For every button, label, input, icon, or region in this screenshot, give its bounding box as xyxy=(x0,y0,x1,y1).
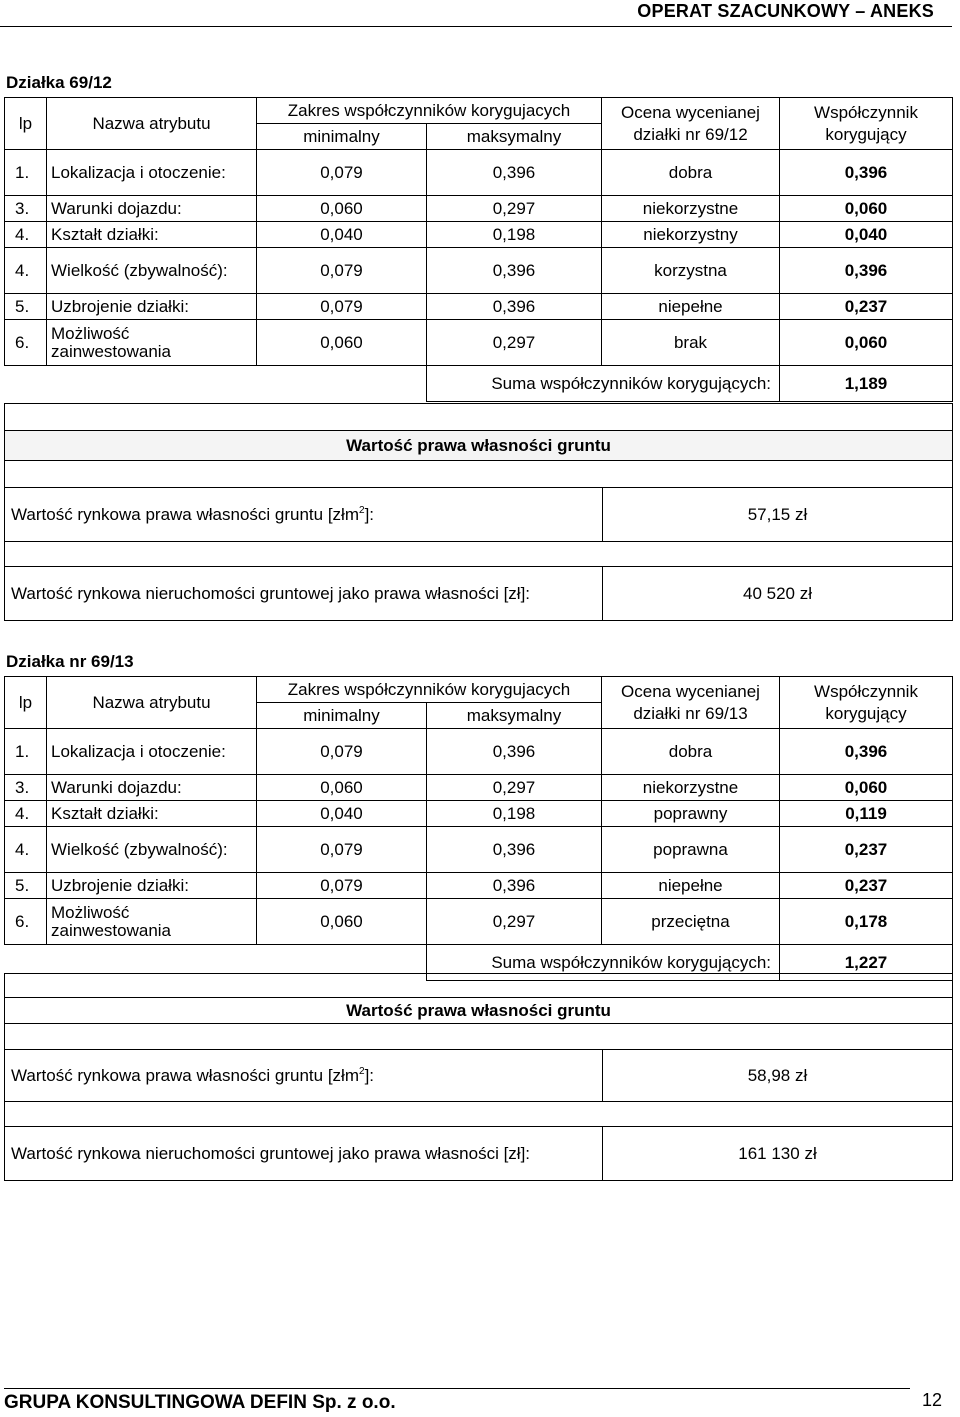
table-row xyxy=(5,873,953,899)
col-header-range: Zakres współczynników korygujacych xyxy=(257,98,602,124)
row-rating: korzystna xyxy=(602,248,780,294)
row-coef: 0,237 xyxy=(780,873,953,899)
row-min: 0,040 xyxy=(257,801,427,827)
col-header-coef-line1: Współczynnik xyxy=(814,681,918,701)
row-name: Lokalizacja i otoczenie: xyxy=(47,150,257,196)
row-rating: niepełne xyxy=(602,873,780,899)
row-min: 0,079 xyxy=(257,729,427,775)
row-name: Możliwość zainwestowania xyxy=(47,899,257,945)
row-lp: 3. xyxy=(5,196,47,222)
row-min: 0,040 xyxy=(257,222,427,248)
row-rating: przeciętna xyxy=(602,899,780,945)
row-lp: 6. xyxy=(5,320,47,366)
company-name: GRUPA KONSULTINGOWA DEFIN Sp. z o.o. xyxy=(4,1392,396,1413)
col-header-rating xyxy=(602,98,780,150)
row-name: Uzbrojenie działki: xyxy=(47,294,257,320)
row-max: 0,396 xyxy=(427,729,602,775)
row-lp: 1. xyxy=(5,150,47,196)
table-row xyxy=(5,150,953,196)
row-rating: dobra xyxy=(602,729,780,775)
row-rating: dobra xyxy=(602,150,780,196)
section-heading: Wartość prawa własności gruntu xyxy=(5,998,953,1024)
row-max: 0,297 xyxy=(427,899,602,945)
row-max: 0,198 xyxy=(427,801,602,827)
row-coef: 0,396 xyxy=(780,150,953,196)
parcel-title: Działka nr 69/13 xyxy=(6,652,134,671)
table-row xyxy=(5,899,953,945)
row-coef: 0,396 xyxy=(780,729,953,775)
col-header-rating-line1: Ocena wycenianej xyxy=(621,102,760,122)
table-row xyxy=(5,320,953,366)
table-row xyxy=(5,775,953,801)
row-min: 0,079 xyxy=(257,873,427,899)
col-header-rating xyxy=(602,677,780,729)
row-min: 0,060 xyxy=(257,775,427,801)
document-title: OPERAT SZACUNKOWY – ANEKS xyxy=(637,1,934,21)
row-name: Możliwość zainwestowania xyxy=(47,320,257,366)
footer-rule xyxy=(4,1388,910,1389)
sum-value: 1,227 xyxy=(780,945,953,981)
attributes-table xyxy=(4,97,953,402)
col-header-coef-line2: korygujący xyxy=(825,124,907,144)
row-coef: 0,119 xyxy=(780,801,953,827)
row-name: Warunki dojazdu: xyxy=(47,196,257,222)
col-header-min: minimalny xyxy=(257,124,427,150)
row-max: 0,396 xyxy=(427,827,602,873)
col-header-coef-line1: Współczynnik xyxy=(814,102,918,122)
col-header-coef xyxy=(780,98,953,150)
col-header-rating-line2: działki nr 69/13 xyxy=(633,703,748,723)
attributes-table xyxy=(4,676,953,981)
col-header-rating-line2: działki nr 69/12 xyxy=(633,124,748,144)
row-coef: 0,237 xyxy=(780,827,953,873)
row-min: 0,060 xyxy=(257,899,427,945)
row-min: 0,079 xyxy=(257,294,427,320)
total-value-label: Wartość rynkowa nieruchomości gruntowej jako prawa własności [zł]: xyxy=(5,567,603,621)
total-value: 161 130 zł xyxy=(603,1127,953,1181)
col-header-name: Nazwa atrybutu xyxy=(47,677,257,729)
table-row xyxy=(5,801,953,827)
row-lp: 3. xyxy=(5,775,47,801)
row-name: Kształt działki: xyxy=(47,222,257,248)
row-name: Wielkość (zbywalność): xyxy=(47,248,257,294)
col-header-coef-line2: korygujący xyxy=(825,703,907,723)
row-coef: 0,178 xyxy=(780,899,953,945)
col-header-range: Zakres współczynników korygujacych xyxy=(257,677,602,703)
row-max: 0,396 xyxy=(427,294,602,320)
col-header-min: minimalny xyxy=(257,703,427,729)
row-coef: 0,060 xyxy=(780,775,953,801)
row-max: 0,396 xyxy=(427,150,602,196)
header-rule xyxy=(0,26,952,27)
col-header-rating-line1: Ocena wycenianej xyxy=(621,681,760,701)
col-header-max: maksymalny xyxy=(427,124,602,150)
total-value: 40 520 zł xyxy=(603,567,953,621)
table-row xyxy=(5,729,953,775)
row-name: Lokalizacja i otoczenie: xyxy=(47,729,257,775)
row-coef: 0,040 xyxy=(780,222,953,248)
row-coef: 0,396 xyxy=(780,248,953,294)
col-header-lp: lp xyxy=(5,677,47,729)
spacer-row xyxy=(5,1102,953,1127)
row-lp: 6. xyxy=(5,899,47,945)
row-rating: niepełne xyxy=(602,294,780,320)
row-lp: 5. xyxy=(5,294,47,320)
row-rating: brak xyxy=(602,320,780,366)
unit-value: 57,15 zł xyxy=(603,488,953,542)
row-max: 0,396 xyxy=(427,873,602,899)
row-max: 0,396 xyxy=(427,248,602,294)
spacer-row xyxy=(5,461,953,488)
row-rating: poprawny xyxy=(602,801,780,827)
col-header-coef xyxy=(780,677,953,729)
row-rating: poprawna xyxy=(602,827,780,873)
page-header xyxy=(0,0,952,24)
table-row xyxy=(5,827,953,873)
spacer-row xyxy=(5,1024,953,1050)
sum-value: 1,189 xyxy=(780,366,953,402)
valuation-table xyxy=(4,403,953,621)
row-rating: niekorzystne xyxy=(602,196,780,222)
row-min: 0,060 xyxy=(257,196,427,222)
row-min: 0,079 xyxy=(257,248,427,294)
total-value-label: Wartość rynkowa nieruchomości gruntowej jako prawa własności [zł]: xyxy=(5,1127,603,1181)
unit-value-label: Wartość rynkowa prawa własności gruntu [złm$^2$]: xyxy=(5,488,603,542)
row-lp: 4. xyxy=(5,222,47,248)
col-header-lp: lp xyxy=(5,98,47,150)
unit-value: 58,98 zł xyxy=(603,1050,953,1102)
section-heading: Wartość prawa własności gruntu xyxy=(5,431,953,461)
sum-label: Suma współczynników korygujących: xyxy=(427,945,780,981)
row-lp: 4. xyxy=(5,248,47,294)
sum-row xyxy=(5,366,953,402)
row-name: Uzbrojenie działki: xyxy=(47,873,257,899)
valuation-table xyxy=(4,973,953,1181)
row-coef: 0,060 xyxy=(780,196,953,222)
page-footer xyxy=(0,1384,960,1417)
row-min: 0,079 xyxy=(257,827,427,873)
row-coef: 0,060 xyxy=(780,320,953,366)
row-lp: 4. xyxy=(5,801,47,827)
row-lp: 5. xyxy=(5,873,47,899)
row-name: Warunki dojazdu: xyxy=(47,775,257,801)
col-header-name: Nazwa atrybutu xyxy=(47,98,257,150)
table-row xyxy=(5,196,953,222)
row-max: 0,297 xyxy=(427,320,602,366)
row-lp: 1. xyxy=(5,729,47,775)
col-header-max: maksymalny xyxy=(427,703,602,729)
row-name: Wielkość (zbywalność): xyxy=(47,827,257,873)
row-max: 0,198 xyxy=(427,222,602,248)
row-max: 0,297 xyxy=(427,775,602,801)
row-coef: 0,237 xyxy=(780,294,953,320)
row-rating: niekorzystny xyxy=(602,222,780,248)
unit-value-label: Wartość rynkowa prawa własności gruntu [złm$^2$]: xyxy=(5,1050,603,1102)
row-min: 0,060 xyxy=(257,320,427,366)
page-number: 12 xyxy=(921,1390,942,1410)
spacer-row xyxy=(5,974,953,998)
row-lp: 4. xyxy=(5,827,47,873)
spacer-row xyxy=(5,404,953,431)
row-min: 0,079 xyxy=(257,150,427,196)
row-name: Kształt działki: xyxy=(47,801,257,827)
row-rating: niekorzystne xyxy=(602,775,780,801)
table-row xyxy=(5,222,953,248)
row-max: 0,297 xyxy=(427,196,602,222)
table-row xyxy=(5,248,953,294)
spacer-row xyxy=(5,542,953,567)
sum-label: Suma współczynników korygujących: xyxy=(427,366,780,402)
table-row xyxy=(5,294,953,320)
parcel-title: Działka 69/12 xyxy=(6,73,112,92)
